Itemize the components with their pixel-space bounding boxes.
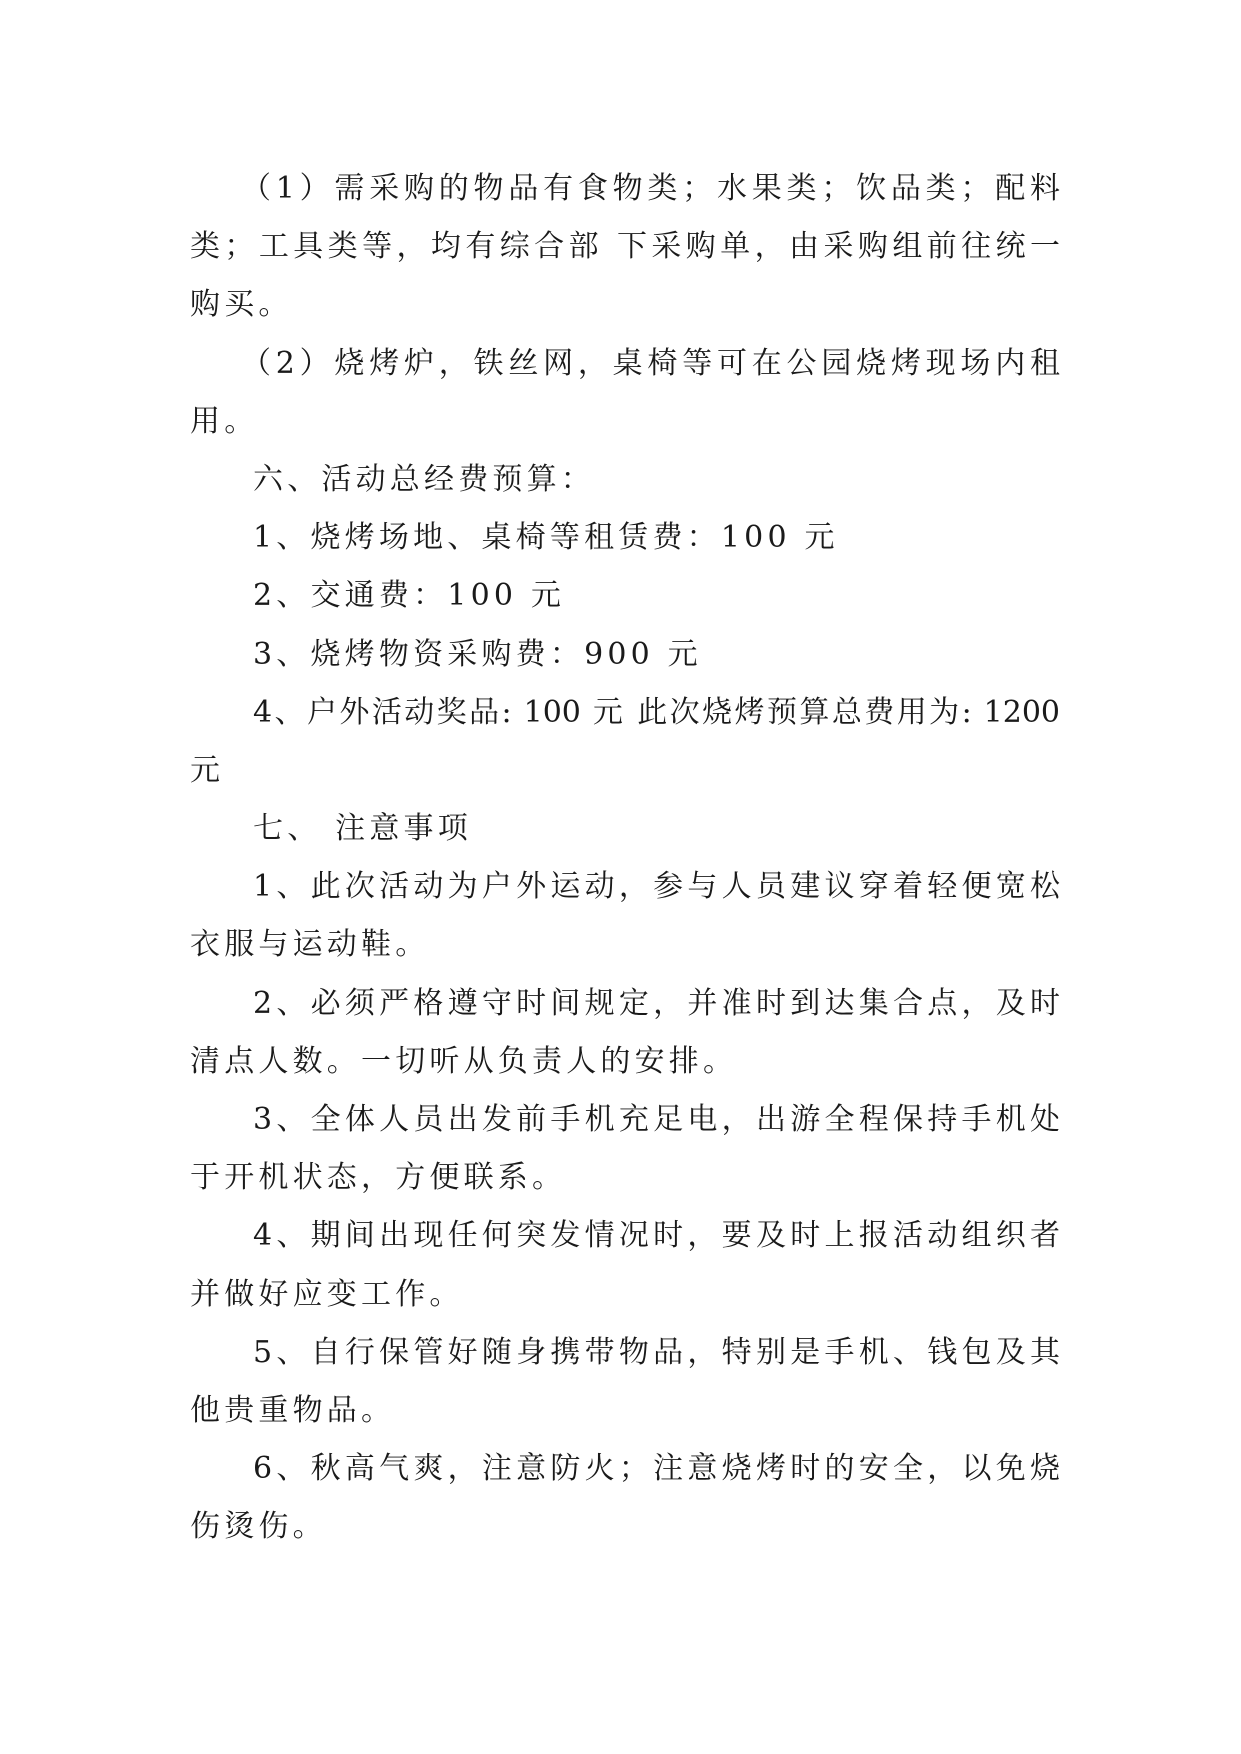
document-body [190,160,1060,1557]
paragraph-line: （2）烧烤炉，铁丝网，桌椅等可在公园烧烤现场内租 [241,345,1060,381]
paragraph-line: 他贵重物品。 [190,1392,396,1428]
paragraph-line: 用。 [190,403,259,439]
paragraph-line: 购买。 [190,287,293,323]
paragraph-line: 清点人数。一切听从负责人的安排。 [190,1043,738,1079]
section-heading: 六、活动总经费预算： [253,461,595,497]
paragraph-line: 元 [190,752,225,788]
notice-item: 1、此次活动为户外运动，参与人员建议穿着轻便宽松 [253,869,1060,905]
notice-item: 4、期间出现任何突发情况时，要及时上报活动组织者 [253,1218,1060,1254]
paragraph-line: 于开机状态，方便联系。 [190,1160,567,1196]
section-heading: 七、 注意事项 [253,811,472,847]
paragraph-line: 并做好应变工作。 [190,1276,464,1312]
paragraph-line: 伤烫伤。 [190,1509,327,1545]
notice-item: 3、全体人员出发前手机充足电，出游全程保持手机处 [253,1102,1060,1137]
paragraph-line: 衣服与运动鞋。 [190,927,430,963]
paragraph-line: 类；工具类等，均有综合部 下采购单，由采购组前往统一 [190,229,1060,265]
notice-item: 6、秋高气爽，注意防火；注意烧烤时的安全，以免烧 [253,1451,1060,1487]
budget-item: 4、户外活动奖品: 100 元 此次烧烤预算总费用为: 1200 [253,694,1060,730]
paragraph-line: （1）需采购的物品有食物类；水果类；饮品类；配料 [241,171,1060,206]
budget-item: 2、交通费：100 元 [253,578,566,614]
budget-item: 3、烧烤物资采购费：900 元 [253,636,702,672]
budget-item: 1、烧烤场地、桌椅等租赁费：100 元 [253,520,839,556]
notice-item: 5、自行保管好随身携带物品，特别是手机、钱包及其 [253,1334,1060,1370]
notice-item: 2、必须严格遵守时间规定，并准时到达集合点，及时 [253,985,1060,1021]
